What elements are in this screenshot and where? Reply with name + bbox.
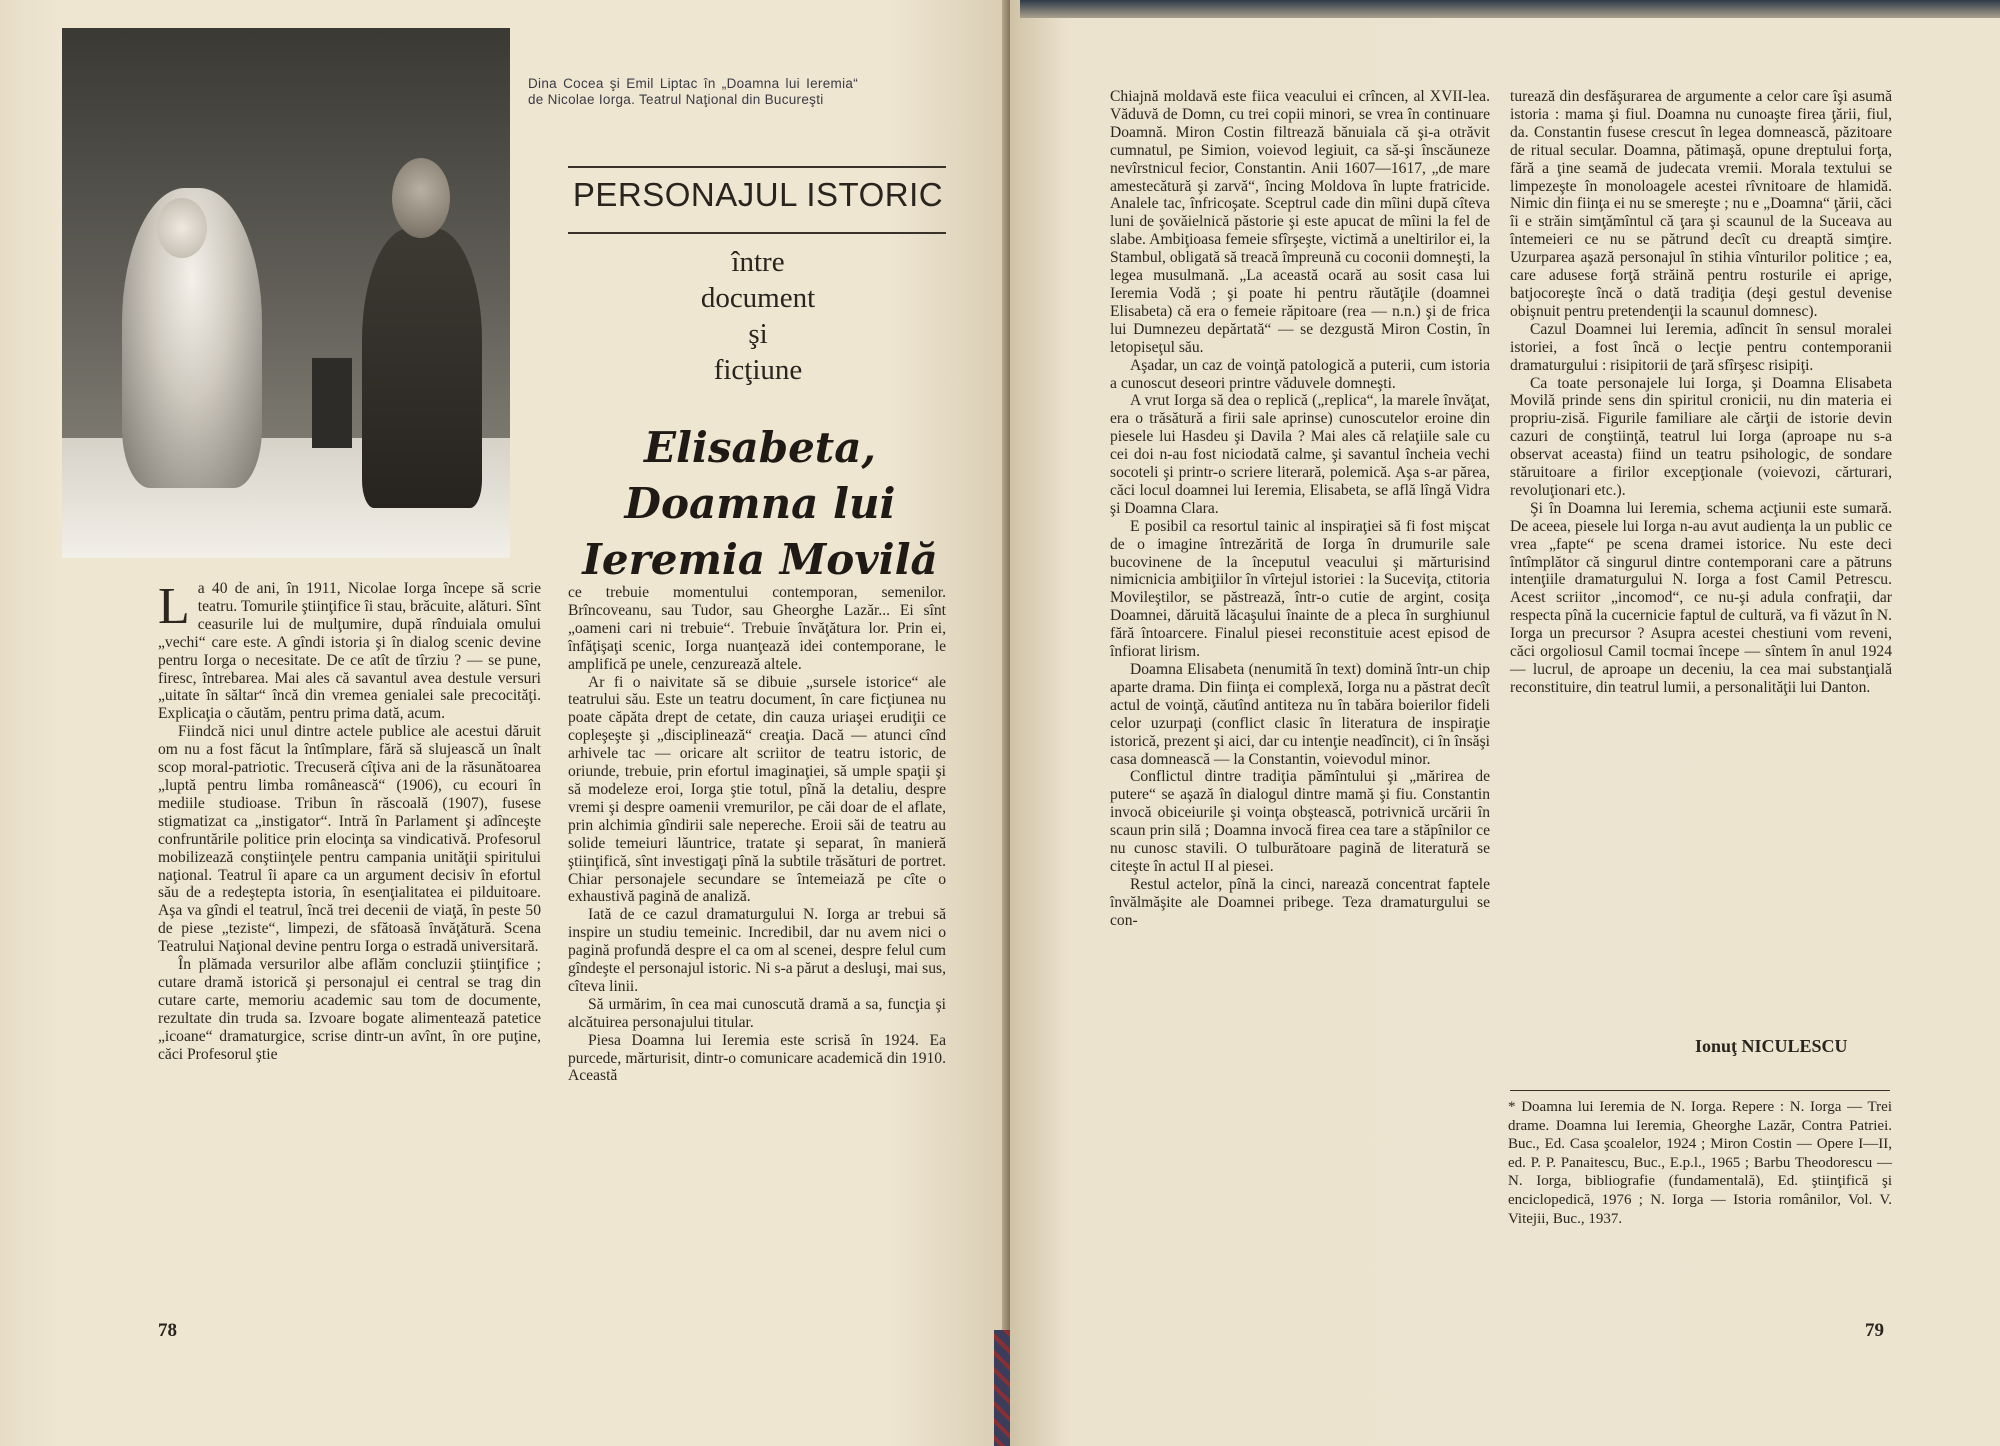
paragraph: turează din desfăşurarea de argumente a celor care îşi asumă istoria : mama şi fiul. Doamna nu cunoaşte firea ţării, fiul, da. Constantin fusese crescut în legea domnească, păzitoare de ritual secular. Doamna, pătimaşă, opune dreptului forţa, fără a ţine seamă de judecata vremii. Morala textului se limpezeşte în monoloagele acestei rîvnitoare de hlamidă. Nimic din fiinţa ei nu se smereşte ; nu e „Doamna“ ţării, căci îi e străin simţămîntul că ţara şi scaunul de la Suceava au întemeieri ce nu se pătrund decît cu dreaptă simţire. Uzurparea aşază personajul în stihia vînturilor politice ; ea, care adusese forţă străină pentru rosturile ei aprige, batjocoreşte încă o dată tradiţia (deşi gestul devenise obişnuit pentru pretendenţii la scaunul domnesc).: [1510, 88, 1892, 320]
paragraph: La 40 de ani, în 1911, Nicolae Iorga începe să scrie teatru. Tomurile ştiinţifice îi stau, brăcuite, alături. Sînt ceasurile lui de mulţumire, după rînduiala omului „vechi“ care este. A gîndi istoria şi în dialog scenic devine pentru Iorga o necesitate. De ce atît de tîrziu ? — se pune, firesc, întrebarea. Mai ales că savantul avea destule versuri „uitate în săltar“ încă din vremea genialei sale precocităţi. Explicaţia o căutăm, pentru prima dată, acum.: [158, 578, 541, 723]
page-number-right: 79: [1865, 1320, 1884, 1341]
right-column-1: [1110, 88, 1490, 930]
theatre-photo: [62, 28, 510, 558]
subtitle: [568, 244, 948, 388]
paragraph: Ca toate personajele lui Iorga, şi Doamna Elisabeta Movilă prinde sens din spiritul cronicii, nu din materia ei propriu-zisă. Figurile familiare ale cărţii de istorie devin cazuri de conştiinţă, teatrul lui Iorga (aproape nu s-a observat aceasta) fiind un teatru psihologic, de sondare stăruitoare a firilor excepţionale (voievozi, cărturari, revoluţionari etc.).: [1510, 374, 1892, 499]
title-rule-top: [568, 166, 946, 168]
left-column-1: [158, 580, 541, 1063]
paragraph: Să urmărim, în cea mai cunoscută dramă a sa, funcţia şi alcătuirea personajului titular.: [568, 995, 946, 1031]
right-column-2: [1510, 88, 1892, 697]
paragraph: Piesa Doamna lui Ieremia este scrisă în 1924. Ea purcede, mărturisit, dintr-o comunicare academică din 1910. Această: [568, 1031, 946, 1085]
paragraph: Conflictul dintre tradiţia pămîntului şi „mărirea de putere“ se aşază în dialogul dintre mamă şi fiu. Constantin invocă obiceiurile şi voinţa obştească, potrivnică urcării în scaun prin silă ; Doamna invocă firea cea tare a stăpînilor ce nu cunosc stavili. O tulburătoare pagină de literatură se citeşte în actul II al piesei.: [1110, 768, 1490, 875]
title-rule-bottom: [568, 232, 946, 234]
section-title: PERSONAJUL ISTORIC: [572, 176, 944, 213]
photo-caption: Dina Cocea şi Emil Liptac în „Doamna lui Ieremia“ de Nicolae Iorga. Teatrul Naţional din Bucureşti: [528, 76, 858, 107]
play-title: [555, 420, 965, 588]
paragraph: Chiajnă moldavă este fiica veacului ei crîncen, al XVII-lea. Văduvă de Domn, cu trei copii minori, se vrea în continuare Doamnă. Miron Costin filtrează bănuiala că şi-a otrăvit cumnatul, pe Simion, voievod legiuit, ca să-şi înscăuneze nevîrstnicul fecior, Constantin. Anii 1607—1617, „de mare amestecătură şi zarvă“, încing Moldova în lupte fratricide. Analele tac, înfricoşate. Sceptrul cade din mîini după cîteva luni de şovăielnică păstorie şi este apucat de mîini la fel de slabe. Ambiţioasa femeie sfîrşeşte, victimă a uneltirilor ei, la Stambul, obligată să treacă împreună cu coconii domneşti, la legea musulmană. „La această ocară au sosit casa lui Ieremia Vodă ; şi poate hi pentru răutăţile (doamnei Elisabeta) că era o femeie răpitoare (rea — n.n.) şi de frica lui Dumnezeu depărtată“ — se dezgustă Miron Costin, în letopiseţul său.: [1110, 88, 1490, 356]
page-number-left: 78: [158, 1320, 177, 1341]
play-title-line: Elisabeta,: [643, 423, 877, 472]
paragraph: Aşadar, un caz de voinţă patologică a puterii, cum istoria a cunoscut deseori printre văduvele domneşti.: [1110, 356, 1490, 392]
paragraph: E posibil ca resortul tainic al inspiraţiei să fi fost mişcat de o imagine întrezărită de Iorga în drumurile sale bucovinene de la începutul veacului şi mărturisind nimicnicia ambiţiilor în vîrtejul istoriei : la Suceviţa, ctitoria Movileştilor, se păstrează, într-o cutie de argint, cosiţa Doamnei, dăruită lăcaşului înainte de a pleca în surghiunul fără întoarcere. Finalul piesei reconstituie acest episod de înfiorat lirism.: [1110, 517, 1490, 661]
drop-cap: L: [158, 578, 190, 635]
paragraph: Iată de ce cazul dramaturgului N. Iorga ar trebui să inspire un studiu temeinic. Incredibil, dar nu avem nici o pagină profundă despre el ca om al scenei, despre felul cum gîndeşte el personajul istoric. Ni s-a părut a desluşi, mai sus, cîteva linii.: [568, 906, 946, 995]
paragraph: Cazul Doamnei lui Ieremia, adîncit în sensul moralei istoriei, a fost încă o lecţie pentru contemporanii dramaturgului : risipitorii de ţară sfîrşesc risipiţi.: [1510, 320, 1892, 374]
subtitle-line: document: [700, 282, 816, 314]
subtitle-line: ficţiune: [713, 354, 803, 386]
subtitle-line: şi: [748, 318, 768, 350]
footnote-rule: [1510, 1090, 1890, 1091]
paragraph: Ar fi o naivitate să se dibuie „sursele istorice“ ale teatrului său. Este un teatru document, în care ficţiunea nu poate căpăta drept de cetate, din cauza uriaşei erudiţii ce copleşeşte şi „disciplinează“ creaţia. Dacă — atunci cînd arhivele tac — oricare alt scriitor de teatru istoric, de oriunde, trebuie, prin efortul imaginaţiei, să umple spaţii şi să modeleze eroi, Iorga ştie totul, pînă la detaliu, despre vremi şi despre oamenii vremurilor, pe căi doar de el aflate, prin alchimia gîndirii sale nepereche. Eroii săi de teatru au solide temeiuri lăuntrice, tratate şi separat, în manieră ştiinţifică, sînt investigaţi pînă la subtile trăsături de portret. Chiar personajele secundare se întemeiază pe cîte o exhaustivă pagină de analiză.: [568, 673, 946, 906]
play-title-line: Doamna lui: [624, 479, 896, 528]
paragraph: Restul actelor, pînă la cinci, narează concentrat faptele învălmăşite ale Doamnei pribege. Teza dramaturgului se con-: [1110, 875, 1490, 929]
paragraph: Doamna Elisabeta (nenumită în text) domină într-un chip aparte drama. Din fiinţa ei complexă, Iorga nu a păstrat decît actul de voinţă, căutînd antiteza nu în tabăra boierilor fideli celor uzurpaţi (conflict clasic în literatura de inspiraţie istorică, prezent şi aici, dar cu intenţie neadîncit), ci în însăşi casa domnească — la Constantin, voievodul minor.: [1110, 661, 1490, 768]
paragraph: ce trebuie momentului contemporan, semenilor. Brîncoveanu, sau Tudor, sau Gheorghe Lazăr... Ei sînt „oameni cari ni trebuie“. Trebuie învăţătura lor. Prin ei, înfăţişaţi scenic, Iorga nuanţează idei contemporane, le amplifică pe unele, cenzurează altele.: [568, 584, 946, 673]
article-author: Ionuţ NICULESCU: [1695, 1036, 1848, 1056]
paragraph: A vrut Iorga să dea o replică („replica“, la marele învăţat, era o trăsătură a firii sale aprinse) cunoscutelor eroine din piesele lui Hasdeu şi Davila ? Mai ales că relaţiile sale cu cei doi n-au fost niciodată calme, şi savantul încheia vechi socoteli şi printr-o scriere literară, polemică. Aşa s-ar părea, căci locul doamnei lui Ieremia, Elisabeta, se află lîngă Vidra şi Doamna Clara.: [1110, 392, 1490, 517]
page-top-band: [1020, 0, 2000, 18]
paragraph: În plămada versurilor albe aflăm concluzii ştiinţifice ; cutare dramă istorică şi personajul ei central se trag din cutare carte, memoriu academic sau tom de documente, rezultate din truda sa. Izvoare bogate alimentează patetice „icoane“ dramaturgice, scrise dintr-un avînt, în ore puţine, căci Profesorul ştie: [158, 956, 541, 1063]
actor-figure: [362, 228, 482, 508]
subtitle-line: între: [731, 246, 785, 278]
paragraph: Şi în Doamna lui Ieremia, schema acţiunii este sumară. De aceea, piesele lui Iorga n-au avut audienţa la un public ce vrea „fapte“ pe scena dramei istorice. Nu este deci întîmplător că singurul dintre contemporani care a pătruns intenţiile dramaturgului N. Iorga a fost Camil Petrescu. Acest scriitor „incomod“, ce nu-şi adula confraţii, dar respecta pînă la cucernicie faptul de cultură, va fi văzut în N. Iorga un precursor ? Asupra acestei chestiuni vom reveni, căci orgoliosul Camil tocmai începe — sîntem în anul 1924 — lucrul, de aproape un deceniu, la cea mai substanţială reconstituire, din teatrul lumii, a personalităţii lui Danton.: [1510, 499, 1892, 696]
play-title-line: Ieremia Movilă: [582, 535, 938, 584]
paragraph: Fiindcă nici unul dintre actele publice ale acestui dăruit om nu a fost făcut la întîmplare, fără să slujească un înalt scop moral-patriotic. Trecuseră cîţiva ani de la răsunătoarea „luptă pentru limba românească“ (1906), cu ecouri în mediile studioase. Tribun în răscoală (1907), fusese stigmatizat ca „instigator“. Intră în Parlament şi adînceşte confruntările politice prin elocinţa sa vindicativă. Profesorul mobilizează conştiinţele pentru campania unităţii spiritului naţional. Teatrul îi apare ca un argument decisiv în efortul său de a redeştepta istoria, în esenţialitatea ei pilduitoare. Aşa va gîndi el teatrul, încă trei decenii de viaţă, în peste 50 de piese „teziste“, limpezi, de sfătoasă învăţătură. Scena Teatrului Naţional devine pentru Iorga o estradă universitară.: [158, 723, 541, 956]
footnote: * Doamna lui Ieremia de N. Iorga. Repere : N. Iorga — Trei drame. Doamna lui Ieremia, Gheorghe Lazăr, Contra Patriei. Buc., Ed. Casa şcoalelor, 1924 ; Miron Costin — Opere I—II, ed. P. P. Panaitescu, Buc., E.p.l., 1965 ; Barbu Theodorescu — N. Iorga, bibliografie (fundamentală), Ed. ştiinţifică şi enciclopedică, 1976 ; N. Iorga — Istoria românilor, Vol. V. Vitejii, Buc., 1937.: [1508, 1099, 1892, 1227]
right-page: [1010, 0, 2000, 1446]
left-column-2: [568, 584, 946, 1085]
